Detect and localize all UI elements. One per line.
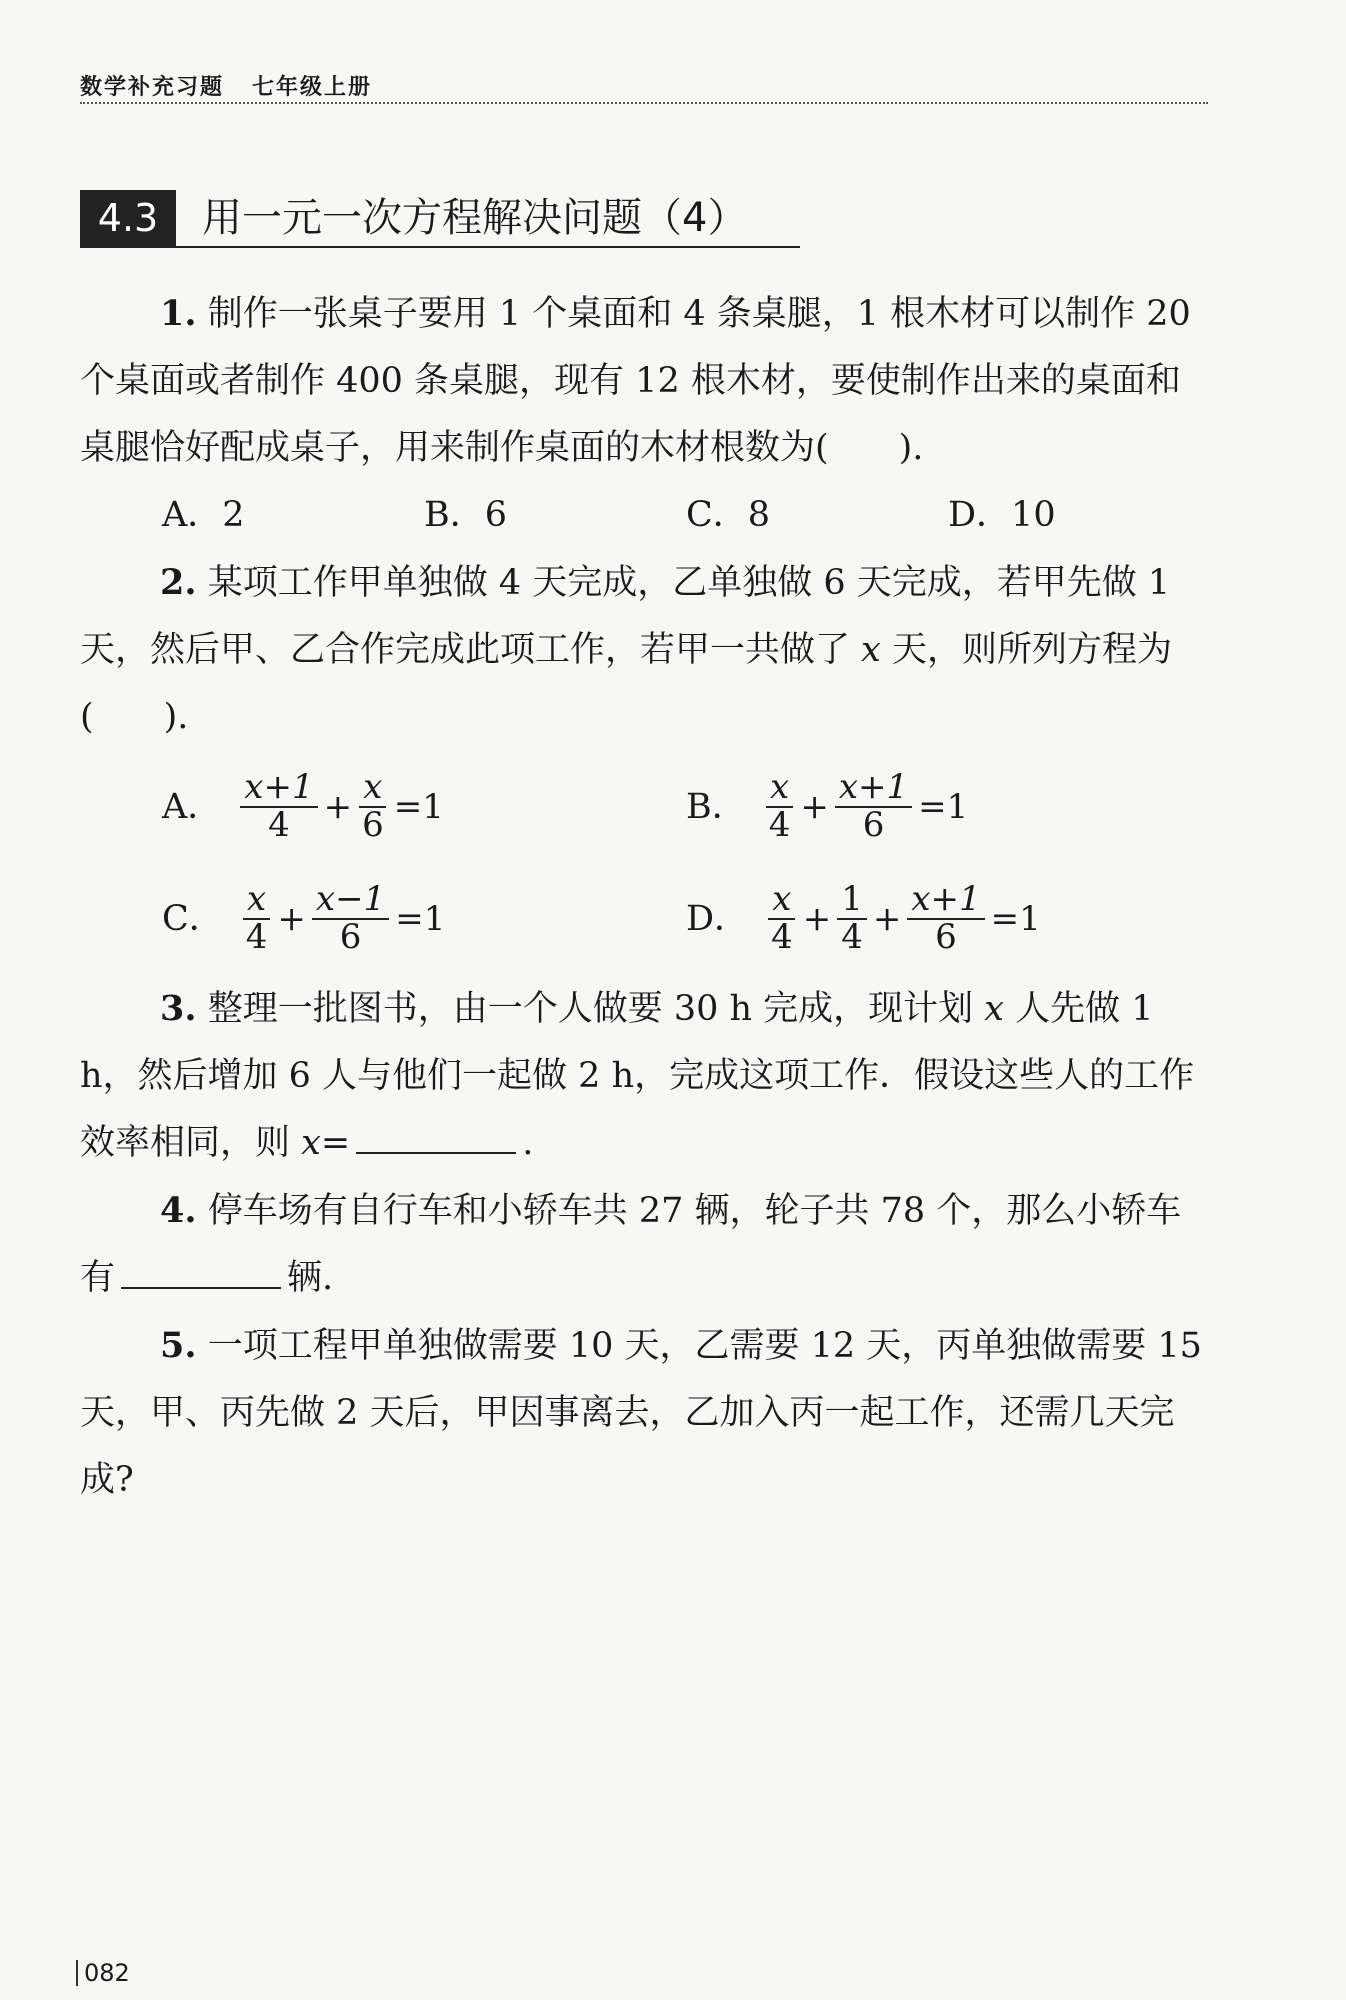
- question-2-options-row-1: [80, 751, 1210, 863]
- equals-one: =1: [918, 786, 969, 827]
- book-title: 数学补充习题: [80, 75, 225, 100]
- option-d: D．10: [948, 495, 1056, 535]
- question-text: 整理一批图书，由一个人做要 30 h 完成，现计划: [207, 989, 985, 1029]
- denominator: 6: [862, 805, 885, 845]
- denominator: 4: [841, 917, 863, 957]
- variable-x: x: [301, 1123, 321, 1163]
- plus-sign: +: [323, 786, 353, 827]
- option-label: D．: [686, 898, 750, 939]
- question-5: [80, 1312, 1210, 1514]
- section-title: 用一元一次方程解决问题（4）: [202, 195, 748, 241]
- fraction: [767, 879, 797, 957]
- option-a: A．2: [162, 495, 245, 535]
- question-2-options-row-2: [80, 863, 1210, 975]
- plus-sign: +: [872, 898, 902, 939]
- question-number: 4.: [160, 1190, 197, 1231]
- equation-d: [763, 879, 1043, 957]
- question-text: 天，则所列方程为( ).: [80, 630, 1173, 737]
- fraction: [240, 767, 317, 845]
- equals-one: =1: [393, 786, 444, 827]
- question-text: 人先做 1 h，然后增加 6 人与他们一起做 2 h，完成这项工作．假设这些人的工作效率相同，则: [80, 989, 1195, 1163]
- header-rule: [80, 102, 1208, 104]
- question-4: [80, 1177, 1210, 1312]
- option-a: [162, 767, 686, 845]
- option-c: C．8: [686, 495, 771, 535]
- question-3: [80, 975, 1210, 1177]
- denominator: 6: [935, 917, 957, 957]
- equals-one: =1: [990, 898, 1041, 939]
- option-b: [686, 767, 1210, 845]
- numerator: x: [363, 767, 383, 808]
- plus-sign: +: [802, 898, 832, 939]
- denominator: 6: [339, 917, 362, 957]
- option-b: B．6: [424, 495, 507, 535]
- question-text: 制作一张桌子要用 1 个桌面和 4 条桌腿，1 根木材可以制作 20 个桌面或者制作 400 条桌腿，现有 12 根木材，要使制作出来的桌面和桌腿恰好配成桌子，用来制作桌面的木材根数为( ).: [80, 294, 1191, 468]
- fraction: [765, 767, 795, 845]
- answer-blank[interactable]: [356, 1151, 516, 1154]
- grade-label: 七年级上册: [252, 75, 373, 100]
- question-1: [80, 280, 1210, 482]
- fraction: [837, 879, 867, 957]
- numerator: x−1: [315, 879, 386, 920]
- fraction: [242, 879, 272, 957]
- denominator: 4: [771, 917, 793, 957]
- question-text: 辆.: [287, 1258, 334, 1298]
- question-text: 停车场有自行车和小轿车共 27 辆，轮子共 78 个，那么小轿车有: [80, 1191, 1182, 1298]
- equation-a: [236, 767, 446, 845]
- numerator: x+1: [911, 879, 981, 920]
- equation-b: [761, 767, 971, 845]
- denominator: 4: [245, 917, 268, 957]
- equation-c: [238, 879, 448, 957]
- running-header: [80, 70, 372, 101]
- denominator: 4: [768, 805, 791, 845]
- option-label: C．: [162, 898, 224, 939]
- numerator: x+1: [838, 767, 909, 808]
- plus-sign: +: [277, 898, 306, 939]
- variable-x: x: [984, 989, 1005, 1029]
- period: .: [522, 1123, 534, 1163]
- equals-one: =1: [395, 898, 446, 939]
- numerator: 1: [837, 882, 867, 920]
- page-number: 082: [76, 1960, 130, 1986]
- numerator: x: [247, 879, 267, 920]
- question-1-options: [80, 482, 1210, 549]
- option-label: A．: [162, 786, 223, 827]
- section-heading: [80, 190, 800, 248]
- fraction: [312, 879, 389, 957]
- fraction: [358, 767, 388, 845]
- option-c: [162, 879, 686, 957]
- fraction: [907, 879, 984, 957]
- question-text: 某项工作甲单独做 4 天完成，乙单独做 6 天完成，若甲先做 1 天，然后甲、乙合作完成此项工作，若甲一共做了: [80, 563, 1171, 670]
- question-text: 一项工程甲单独做需要 10 天，乙需要 12 天，丙单独做需要 15 天，甲、丙先做 2 天后，甲因事离去，乙加入丙一起工作，还需几天完成?: [80, 1326, 1202, 1500]
- question-number: 2.: [160, 562, 197, 603]
- question-number: 5.: [160, 1325, 197, 1366]
- question-2: [80, 549, 1210, 751]
- fraction: [835, 767, 912, 845]
- variable-x: x: [861, 630, 881, 670]
- numerator: x: [769, 767, 790, 808]
- numerator: x: [772, 879, 792, 920]
- exercise-list: [80, 280, 1210, 1514]
- option-label: B．: [686, 786, 747, 827]
- denominator: 4: [268, 805, 290, 845]
- denominator: 6: [362, 805, 384, 845]
- answer-blank[interactable]: [121, 1286, 281, 1289]
- question-number: 1.: [160, 293, 197, 334]
- plus-sign: +: [800, 786, 829, 827]
- numerator: x+1: [244, 767, 314, 808]
- section-number: 4.3: [80, 190, 176, 246]
- question-number: 3.: [160, 988, 197, 1029]
- option-d: [686, 879, 1210, 957]
- equals-sign: =: [320, 1123, 351, 1163]
